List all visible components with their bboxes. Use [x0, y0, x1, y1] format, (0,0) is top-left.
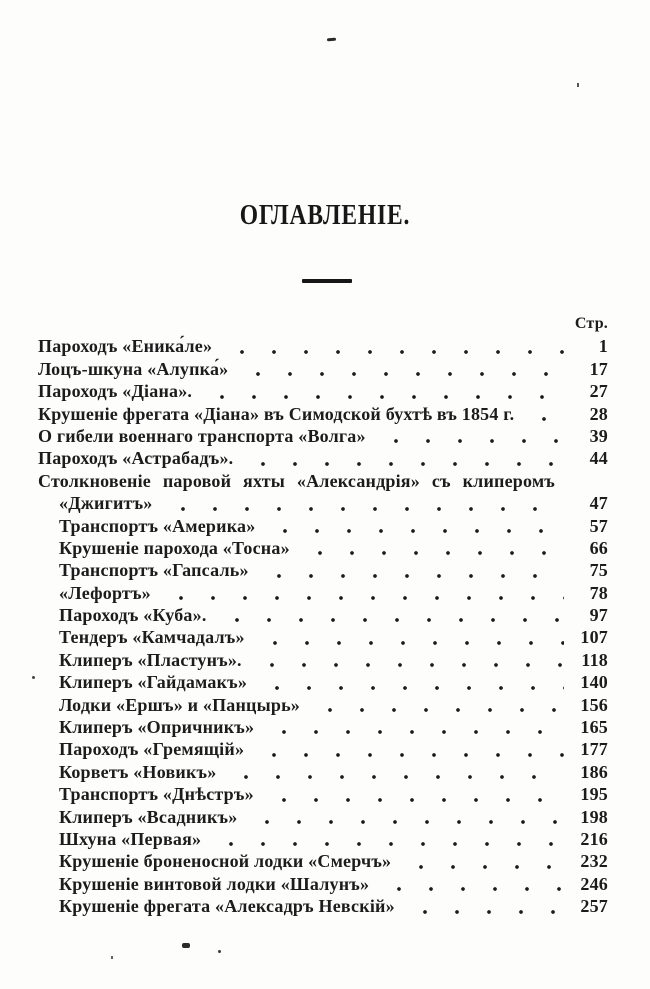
- dot-leader: [265, 515, 564, 537]
- toc-entry-page: 28: [589, 403, 608, 424]
- dot-leader: [217, 604, 564, 626]
- toc-entry: [38, 425, 608, 447]
- toc-entry-title: О гибели военнаго транспорта «Волга»: [38, 425, 366, 446]
- page-title: ОГЛАВЛЕНІЕ.: [239, 200, 411, 231]
- scan-speck: [111, 956, 113, 959]
- toc-entry-page: 75: [589, 560, 608, 581]
- toc-entry: [38, 828, 608, 850]
- dot-leader: [238, 358, 564, 380]
- toc-entry-title: Пароходъ «Астрабадъ».: [38, 448, 234, 469]
- toc-entry-title: Корветъ «Новикъ»: [59, 761, 217, 782]
- dot-leader: [259, 559, 564, 581]
- toc-entry: [38, 761, 608, 783]
- toc-entry: [38, 806, 608, 828]
- toc-entry: [38, 358, 608, 380]
- toc-entry-title: Крушеніе броненосной лодки «Смерчъ»: [59, 851, 392, 872]
- dot-leader: [247, 806, 564, 828]
- toc-entry-title: Клиперъ «Опричникъ»: [59, 717, 255, 738]
- toc-entry-title: Крушеніе винтовой лодки «Шалунъ»: [59, 873, 370, 894]
- toc-entry-title: Крушеніе фрегата «Діана» въ Симодской бухтѣ въ 1854 г.: [38, 403, 515, 424]
- dot-leader: [257, 671, 564, 693]
- toc-entry-title: Транспортъ «Америка»: [59, 515, 256, 536]
- dot-leader: [310, 694, 564, 716]
- toc-entry: [38, 604, 608, 626]
- toc-entry: [38, 537, 608, 559]
- toc-entry: [38, 582, 608, 604]
- toc-entry: [38, 716, 608, 738]
- toc-entry-title: Шхуна «Первая»: [59, 828, 202, 849]
- toc-entry-title: Клиперъ «Всадникъ»: [59, 806, 238, 827]
- dot-leader: [222, 335, 564, 357]
- toc-entry-title: Пароходъ «Куба».: [59, 605, 207, 626]
- toc-entry-page: 246: [580, 873, 608, 894]
- toc-entry-title: Лоцъ-шкуна «Алупка́»: [38, 358, 229, 379]
- toc-entry: [38, 380, 608, 402]
- dot-leader: [255, 626, 564, 648]
- scan-speck: [32, 676, 35, 679]
- table-of-contents: [38, 313, 608, 918]
- page-column-header-row: [38, 313, 608, 335]
- toc-entry-page: 66: [589, 537, 608, 558]
- dot-leader: [254, 738, 564, 760]
- scan-speck: [182, 943, 190, 948]
- toc-entry: [38, 515, 608, 537]
- toc-entry: [38, 470, 608, 492]
- toc-entry-page: 47: [589, 493, 608, 514]
- toc-entry: [38, 671, 608, 693]
- toc-entry: [38, 335, 608, 357]
- dot-leader: [226, 761, 564, 783]
- toc-entry-page: 232: [580, 851, 608, 872]
- dot-leader: [243, 447, 564, 469]
- toc-entry: [38, 783, 608, 805]
- toc-entry-title: Пароходъ «Гремящій»: [59, 739, 245, 760]
- toc-entry: [38, 850, 608, 872]
- toc-entry-page: 198: [580, 806, 608, 827]
- toc-entry-title: Транспортъ «Днѣстръ»: [59, 784, 254, 805]
- toc-entry-title: Столкновеніе паровой яхты «Александрія» съ клиперомъ: [38, 470, 555, 491]
- toc-entry-page: 140: [580, 672, 608, 693]
- toc-entry-title: Пароходъ «Еника́ле»: [38, 336, 213, 357]
- dot-leader: [202, 380, 564, 402]
- dot-leader: [264, 783, 564, 805]
- toc-list: [38, 335, 608, 917]
- dot-leader: [405, 895, 564, 917]
- toc-entry-title: Клиперъ «Пластунъ».: [59, 649, 242, 670]
- dot-leader: [300, 537, 564, 559]
- toc-entry-page: 195: [580, 784, 608, 805]
- toc-entry-title: «Джигитъ»: [59, 493, 153, 514]
- toc-entry: [38, 403, 608, 425]
- toc-entry-title: «Лефортъ»: [59, 582, 151, 603]
- toc-entry-page: 1: [598, 336, 608, 357]
- toc-entry-title: Тендеръ «Камчадалъ»: [59, 627, 245, 648]
- toc-entry: [38, 738, 608, 760]
- scan-speck: [577, 83, 579, 87]
- dot-leader: [264, 716, 564, 738]
- toc-entry-page: 165: [580, 717, 608, 738]
- toc-entry: [38, 873, 608, 895]
- toc-entry-page: 156: [580, 694, 608, 715]
- toc-entry-page: 177: [580, 739, 608, 760]
- dot-leader: [401, 850, 564, 872]
- dot-leader: [163, 492, 565, 514]
- page-column-header: Стр.: [574, 315, 608, 332]
- dot-leader: [524, 403, 564, 425]
- toc-entry-page: 186: [580, 761, 608, 782]
- toc-entry: [38, 559, 608, 581]
- toc-entry: [38, 895, 608, 917]
- toc-entry: [38, 626, 608, 648]
- toc-entry-title: Транспортъ «Гапсаль»: [59, 560, 249, 581]
- scan-speck: [327, 38, 336, 42]
- toc-entry-page: 57: [589, 515, 608, 536]
- toc-entry: [38, 447, 608, 469]
- toc-entry-title: Пароходъ «Діана».: [38, 381, 193, 402]
- toc-entry-page: 17: [589, 358, 608, 379]
- toc-entry: [38, 694, 608, 716]
- scan-speck: [218, 950, 221, 953]
- dot-leader: [376, 425, 564, 447]
- dot-leader: [161, 582, 564, 604]
- toc-entry: [38, 492, 608, 514]
- dot-leader: [211, 828, 564, 850]
- toc-entry-page: 216: [580, 828, 608, 849]
- toc-entry-page: 97: [589, 605, 608, 626]
- toc-entry-page: 44: [589, 448, 608, 469]
- toc-entry-page: 39: [589, 425, 608, 446]
- toc-entry: [38, 649, 608, 671]
- toc-entry-page: 118: [581, 649, 608, 670]
- toc-entry-title: Клиперъ «Гайдамакъ»: [59, 672, 248, 693]
- toc-entry-page: 78: [589, 582, 608, 603]
- toc-entry-page: 27: [589, 381, 608, 402]
- dot-leader: [379, 873, 564, 895]
- toc-entry-page: 257: [580, 896, 608, 917]
- toc-entry-title: Крушеніе парохода «Тосна»: [59, 537, 290, 558]
- toc-entry-title: Лодки «Ершъ» и «Панцырь»: [59, 694, 300, 715]
- title-divider-rule: [302, 279, 352, 283]
- toc-entry-title: Крушеніе фрегата «Алексадръ Невскій»: [59, 896, 395, 917]
- dot-leader: [252, 649, 564, 671]
- toc-entry-page: 107: [580, 627, 608, 648]
